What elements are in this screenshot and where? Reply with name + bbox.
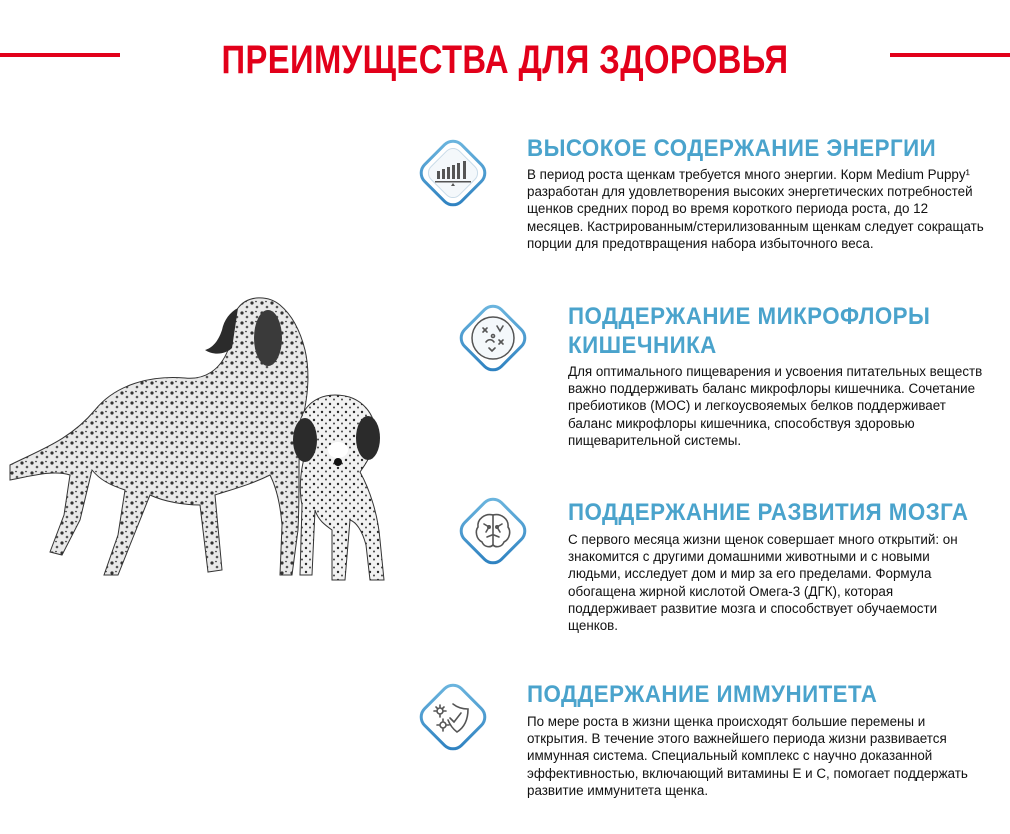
immunity-shield-icon [413,677,493,757]
benefit-text-microflora: Для оптимального пищеварения и усвоения питательных веществ важно поддерживать баланс микрофлоры кишечника. Сочетание пребиотиков (МОС) и легкоусвояемых белков поддерживает баланс микрофлоры кишечника, способствуя здоровью пищеварительной системы. [568,364,983,448]
adult-dog [10,298,308,575]
benefit-text-brain: С первого месяца жизни щенок совершает много открытий: он знакомится с другими домашними животными и с новыми людьми, исследует дом и мир за его пределами. Формула обогащена жирной кислотой Омега-3 (ДГК), которая поддерживает развитие мозга и способствует обучаемости щенков. [568,532,958,634]
benefit-title-brain: ПОДДЕРЖАНИЕ РАЗВИТИЯ МОЗГА [568,499,969,526]
brain-icon [453,491,533,571]
page-title: ПРЕИМУЩЕСТВА ДЛЯ ЗДОРОВЬЯ [221,38,789,82]
dogs-illustration [0,290,430,590]
benefit-title-immunity: ПОДДЕРЖАНИЕ ИММУНИТЕТА [527,681,878,708]
puppy [293,395,384,580]
title-rule-left [0,53,120,57]
energy-bars-icon [413,133,493,213]
microbiome-icon [453,298,533,378]
title-rule-right [890,53,1010,57]
benefit-title-microflora: ПОДДЕРЖАНИЕ МИКРОФЛОРЫ КИШЕЧНИКА [568,303,931,359]
benefit-title-energy: ВЫСОКОЕ СОДЕРЖАНИЕ ЭНЕРГИИ [527,135,937,162]
benefit-text-immunity: По мере роста в жизни щенка происходят большие перемены и открытия. В течение этого важнейшего периода жизни развивается иммунная система. Специальный комплекс с научно доказанной эффективностью, включающий витамины Е и С, помогает поддержать развитие иммунитета щенка. [527,714,968,798]
benefit-text-energy: В период роста щенкам требуется много энергии. Корм Medium Puppy¹ разработан для удовлетворения высоких энергетических потребностей щенков средних пород во время короткого периода роста, до 12 месяцев. Кастрированным/стерилизованным щенкам следует сокращать порции для предотвращения набора избыточного веса. [527,167,984,251]
